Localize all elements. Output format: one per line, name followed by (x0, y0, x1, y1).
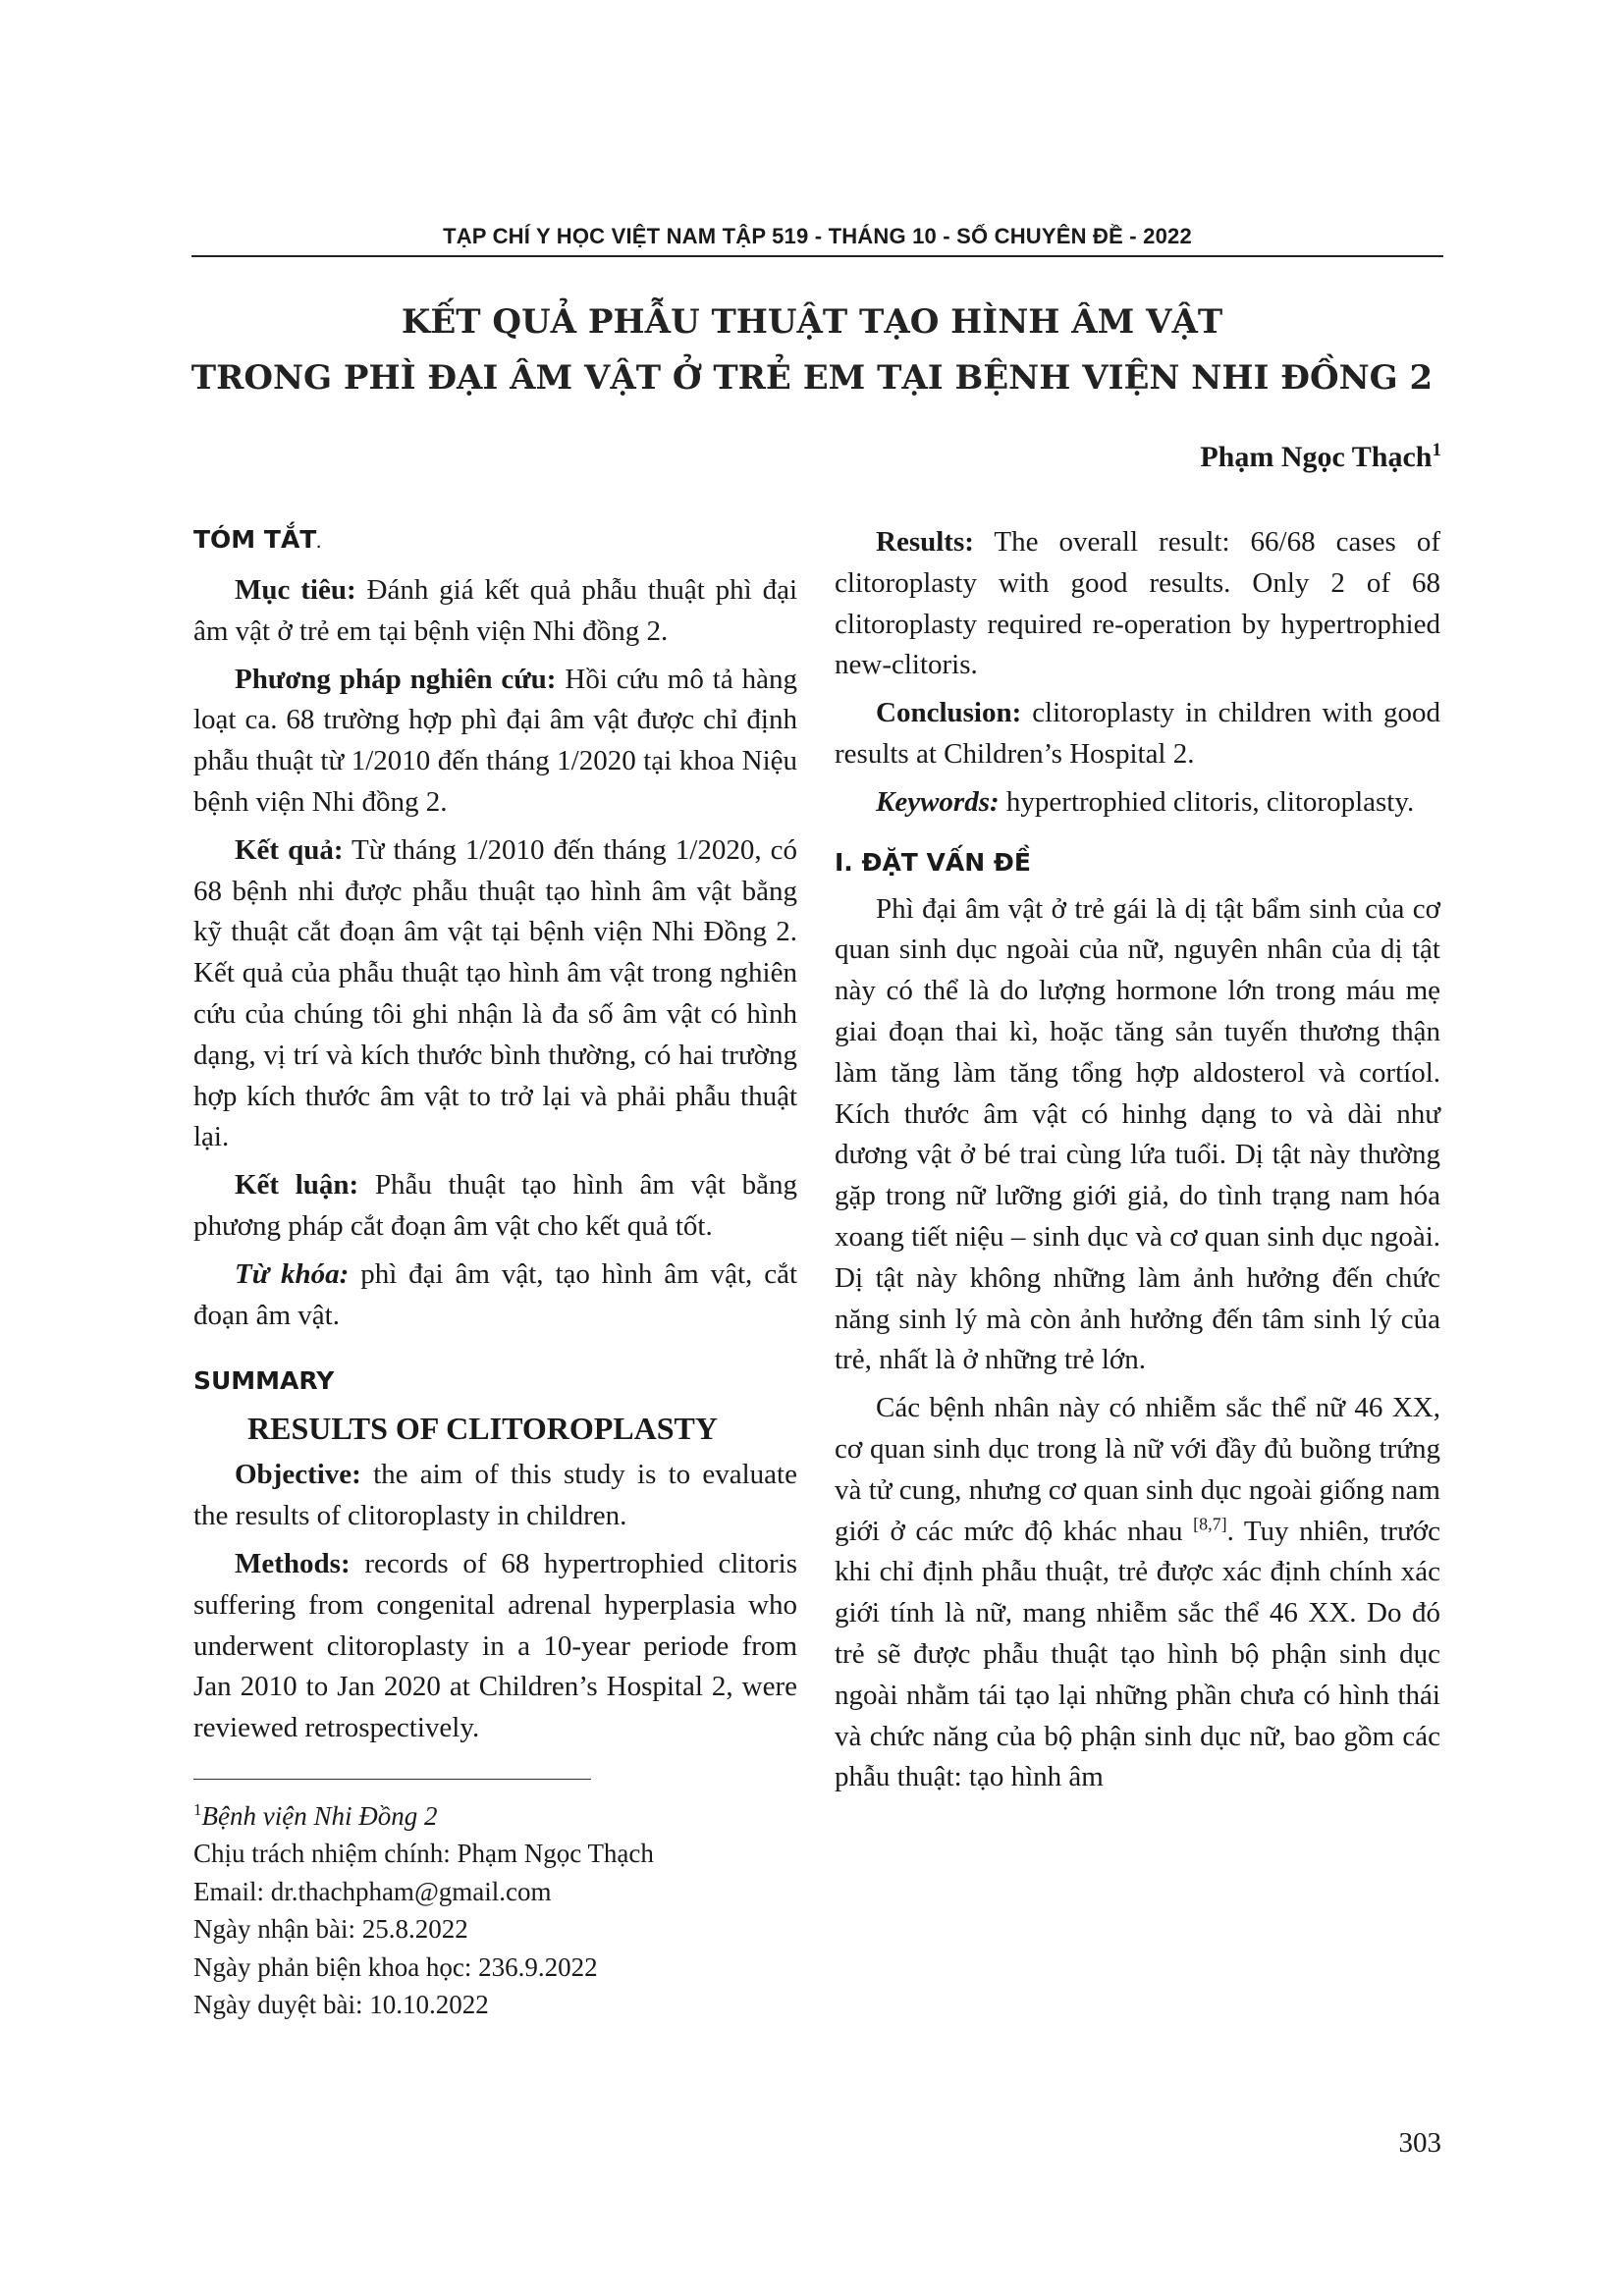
summary-objective: Objective: the aim of this study is to evaluate the results of clitoroplasty in children. (193, 1459, 797, 1532)
abstract-objective: Mục tiêu: Đánh giá kết quả phẫu thuật phì đại âm vật ở trẻ em tại bệnh viện Nhi đồng 2. (193, 574, 797, 647)
summary-conclusion: Conclusion: clitoroplasty in children with good results at Children’s Hospital 2. (835, 697, 1440, 770)
author (1200, 440, 1441, 474)
page-number: 303 (1398, 2127, 1441, 2159)
right-column (835, 522, 1440, 1805)
abstract-keywords: Từ khóa: phì đại âm vật, tạo hình âm vật, cắt đoạn âm vật. (193, 1257, 797, 1331)
footnote-rule (193, 1779, 591, 1780)
abstract-conclusion: Kết luận: Phẫu thuật tạo hình âm vật bằng phương pháp cắt đoạn âm vật cho kết quả tốt. (193, 1169, 797, 1242)
left-column (193, 522, 797, 2024)
summary-title: RESULTS OF CLITOROPLASTY (247, 1411, 718, 1447)
title-line-2: TRONG PHÌ ĐẠI ÂM VẬT Ở TRẺ EM TẠI BỆNH VIỆN NHI ĐỒNG 2 (190, 358, 1434, 398)
title-line-1: KẾT QUẢ PHẪU THUẬT TẠO HÌNH ÂM VẬT (401, 302, 1223, 342)
section-1-heading: I. ĐẶT VẤN ĐỀ (835, 847, 1031, 877)
section-1-para-2: Các bệnh nhân này có nhiễm sắc thể nữ 46 XX, cơ quan sinh dục trong là nữ với đầy đủ buồng trứng và tử cung, nhưng cơ quan sinh dục ngoài giống nam giới ở các mức độ khác nhau [8,7]. Tuy nhiên, trước khi chỉ định phẫu thuật, trẻ được xác định chính xác giới tính là nữ, mang nhiễm sắc thể 46 XX. Do đó trẻ sẽ được phẫu thuật tạo hình bộ phận sinh dục ngoài nhằm tái tạo lại những phần chưa có hình thái và chức năng của bộ phận sinh dục nữ, bao gồm các phẫu thuật: tạo hình âm (835, 1392, 1440, 1793)
author-name: Phạm Ngọc Thạch (1200, 441, 1433, 473)
section-1-para-1: Phì đại âm vật ở trẻ gái là dị tật bẩm sinh của cơ quan sinh dục ngoài của nữ, nguyên nhân của dị tật này có thể là do lượng hormone lớn trong máu mẹ giai đoạn thai kì, hoặc tăng sản tuyến thương thận làm tăng làm tăng tổng hợp aldosterol và cortíol. Kích thước âm vật có hinhg dạng to và dài như dương vật ở bé trai cùng lứa tuổi. Dị tật này thường gặp trong nữ lưỡng giới giả, do tình trạng nam hóa xoang tiết niệu – sinh dục và cơ quan sinh dục ngoài. Dị tật này không những làm ảnh hưởng đến chức năng sinh lý mà còn ảnh hưởng đến tâm sinh lý của trẻ, nhất là ở những trẻ lớn. (835, 892, 1440, 1376)
author-affiliation-mark: 1 (1432, 440, 1441, 460)
journal-header: TẠP CHÍ Y HỌC VIỆT NAM TẬP 519 - THÁNG 10 - SỐ CHUYÊN ĐỀ - 2022 (443, 224, 1192, 248)
footnote-accepted: Ngày duyệt bài: 10.10.2022 (193, 1990, 489, 2020)
summary-keywords: Keywords: hypertrophied clitoris, clitoroplasty. (876, 785, 1415, 818)
citation-ref: [8,7] (1193, 1513, 1227, 1533)
abstract-results: Kết quả: Từ tháng 1/2010 đến tháng 1/2020, có 68 bệnh nhi được phẫu thuật tạo hình âm vật bằng kỹ thuật cắt đoạn âm vật tại bệnh viện Nhi Đồng 2. Kết quả của phẫu thuật tạo hình âm vật trong nghiên cứu của chúng tôi ghi nhận là đa số âm vật có hình dạng, vị trí và kích thước bình thường, có hai trường hợp kích thước âm vật to trở lại và phải phẫu thuật lại. (193, 833, 797, 1153)
summary-results: Results: The overall result: 66/68 cases of clitoroplasty with good results. Only 2 of 68 clitoroplasty required re-operation by hypertrophied new-clitoris. (835, 526, 1440, 681)
footnote-affiliation: $^1$Bệnh viện Nhi Đồng 2 (193, 1799, 438, 1831)
abstract-vi-heading: TÓM TẮT. (193, 525, 321, 554)
footnote-corresponding: Chịu trách nhiệm chính: Phạm Ngọc Thạch (193, 1839, 654, 1869)
summary-heading: SUMMARY (193, 1366, 335, 1396)
footnote-received: Ngày nhận bài: 25.8.2022 (193, 1914, 468, 1945)
footnote-email: Email: dr.thachpham@gmail.com (193, 1876, 552, 1906)
footnote-reviewed: Ngày phản biện khoa học: 236.9.2022 (193, 1951, 598, 1982)
summary-methods: Methods: records of 68 hypertrophied clitoris suffering from congenital adrenal hyperplasia who underwent clitoroplasty in a 10-year periode from Jan 2010 to Jan 2020 at Children’s Hospital 2, were reviewed retrospectively. (193, 1547, 797, 1744)
article-title (157, 294, 1467, 406)
header-rule (191, 255, 1443, 257)
abstract-methods: Phương pháp nghiên cứu: Hồi cứu mô tả hàng loạt ca. 68 trường hợp phì đại âm vật được chỉ định phẫu thuật từ 1/2010 đến tháng 1/2020 tại khoa Niệu bệnh viện Nhi đồng 2. (193, 663, 797, 818)
footnote (193, 1791, 797, 2024)
